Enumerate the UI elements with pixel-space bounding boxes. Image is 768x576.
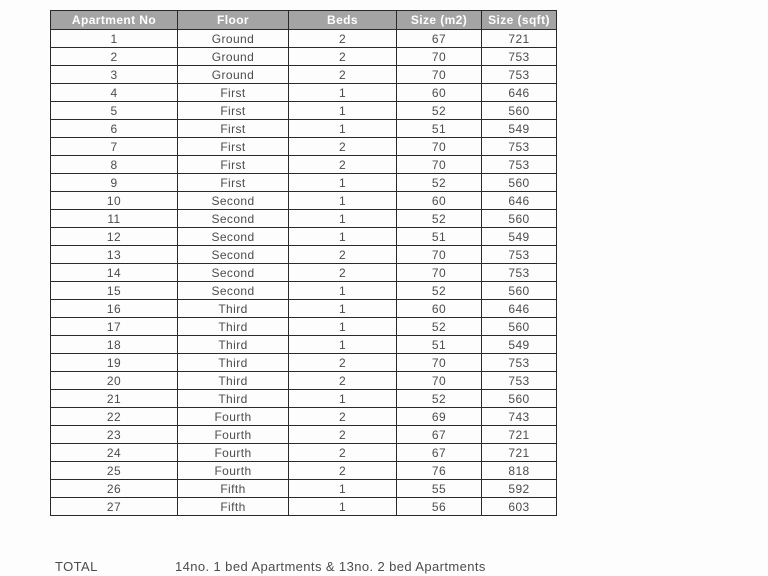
table-cell: First xyxy=(178,138,289,156)
table-cell: 549 xyxy=(482,120,557,138)
table-cell: 2 xyxy=(289,264,397,282)
table-cell: 70 xyxy=(397,138,482,156)
table-header xyxy=(51,11,557,30)
table-cell: 70 xyxy=(397,354,482,372)
table-cell: First xyxy=(178,102,289,120)
table-cell: Fourth xyxy=(178,426,289,444)
total-label: TOTAL xyxy=(55,559,98,574)
table-cell: 560 xyxy=(482,282,557,300)
apartments-table-container xyxy=(50,10,556,516)
table-cell: 1 xyxy=(289,300,397,318)
table-cell: 14 xyxy=(51,264,178,282)
table-row xyxy=(51,372,557,390)
table-cell: 6 xyxy=(51,120,178,138)
table-cell: 721 xyxy=(482,444,557,462)
table-cell: 13 xyxy=(51,246,178,264)
table-cell: Ground xyxy=(178,48,289,66)
table-cell: Second xyxy=(178,246,289,264)
table-cell: 18 xyxy=(51,336,178,354)
table-row xyxy=(51,426,557,444)
table-cell: 1 xyxy=(51,30,178,48)
table-cell: 2 xyxy=(289,408,397,426)
table-cell: 12 xyxy=(51,228,178,246)
table-cell: Fourth xyxy=(178,408,289,426)
table-row xyxy=(51,282,557,300)
table-row xyxy=(51,210,557,228)
table-cell: 4 xyxy=(51,84,178,102)
table-cell: 2 xyxy=(289,462,397,480)
table-row xyxy=(51,228,557,246)
table-cell: 70 xyxy=(397,264,482,282)
table-cell: 22 xyxy=(51,408,178,426)
column-header: Floor xyxy=(178,11,289,30)
table-cell: 70 xyxy=(397,66,482,84)
column-header: Size (sqft) xyxy=(482,11,557,30)
table-cell: First xyxy=(178,174,289,192)
table-cell: Second xyxy=(178,192,289,210)
table-cell: 549 xyxy=(482,228,557,246)
table-row xyxy=(51,120,557,138)
table-row xyxy=(51,192,557,210)
table-row xyxy=(51,498,557,516)
table-cell: 1 xyxy=(289,282,397,300)
table-cell: 2 xyxy=(289,66,397,84)
table-cell: 70 xyxy=(397,156,482,174)
table-cell: 16 xyxy=(51,300,178,318)
table-cell: 1 xyxy=(289,174,397,192)
table-cell: 11 xyxy=(51,210,178,228)
table-header-row xyxy=(51,11,557,30)
table-cell: Fourth xyxy=(178,462,289,480)
column-header: Size (m2) xyxy=(397,11,482,30)
table-cell: Second xyxy=(178,282,289,300)
table-cell: 753 xyxy=(482,66,557,84)
table-body xyxy=(51,30,557,516)
table-cell: 2 xyxy=(289,48,397,66)
table-row xyxy=(51,156,557,174)
table-cell: Second xyxy=(178,264,289,282)
table-cell: 70 xyxy=(397,372,482,390)
table-cell: 23 xyxy=(51,426,178,444)
table-cell: 52 xyxy=(397,210,482,228)
total-summary-text: 14no. 1 bed Apartments & 13no. 2 bed Apartments xyxy=(175,559,486,574)
table-cell: 560 xyxy=(482,102,557,120)
table-row xyxy=(51,354,557,372)
table-row xyxy=(51,462,557,480)
table-cell: 753 xyxy=(482,156,557,174)
table-cell: 52 xyxy=(397,174,482,192)
table-cell: 15 xyxy=(51,282,178,300)
table-row xyxy=(51,84,557,102)
table-cell: 5 xyxy=(51,102,178,120)
table-cell: 25 xyxy=(51,462,178,480)
table-cell: First xyxy=(178,84,289,102)
table-cell: 3 xyxy=(51,66,178,84)
table-row xyxy=(51,174,557,192)
table-cell: 560 xyxy=(482,318,557,336)
table-cell: 51 xyxy=(397,228,482,246)
table-cell: 55 xyxy=(397,480,482,498)
table-cell: 560 xyxy=(482,390,557,408)
table-cell: 2 xyxy=(289,372,397,390)
table-row xyxy=(51,336,557,354)
table-cell: 1 xyxy=(289,228,397,246)
table-cell: 52 xyxy=(397,390,482,408)
table-row xyxy=(51,390,557,408)
table-cell: 753 xyxy=(482,354,557,372)
table-cell: 52 xyxy=(397,318,482,336)
table-cell: 26 xyxy=(51,480,178,498)
table-cell: 2 xyxy=(289,426,397,444)
table-row xyxy=(51,408,557,426)
table-cell: 69 xyxy=(397,408,482,426)
table-cell: 17 xyxy=(51,318,178,336)
table-cell: Second xyxy=(178,228,289,246)
table-cell: 2 xyxy=(289,156,397,174)
column-header: Apartment No xyxy=(51,11,178,30)
table-cell: 27 xyxy=(51,498,178,516)
column-header: Beds xyxy=(289,11,397,30)
table-row xyxy=(51,300,557,318)
table-cell: 24 xyxy=(51,444,178,462)
table-cell: 67 xyxy=(397,426,482,444)
table-cell: 1 xyxy=(289,480,397,498)
table-cell: Second xyxy=(178,210,289,228)
table-cell: 67 xyxy=(397,30,482,48)
table-cell: 743 xyxy=(482,408,557,426)
table-cell: Third xyxy=(178,336,289,354)
table-cell: 721 xyxy=(482,426,557,444)
table-cell: 753 xyxy=(482,246,557,264)
table-cell: 721 xyxy=(482,30,557,48)
table-cell: 2 xyxy=(51,48,178,66)
table-cell: 1 xyxy=(289,336,397,354)
table-row xyxy=(51,480,557,498)
table-cell: 52 xyxy=(397,282,482,300)
total-summary-row xyxy=(0,559,768,575)
table-row xyxy=(51,318,557,336)
table-cell: 592 xyxy=(482,480,557,498)
table-cell: 76 xyxy=(397,462,482,480)
table-cell: 1 xyxy=(289,318,397,336)
table-cell: 52 xyxy=(397,102,482,120)
table-cell: 2 xyxy=(289,138,397,156)
table-cell: 2 xyxy=(289,30,397,48)
table-cell: Third xyxy=(178,318,289,336)
table-cell: 60 xyxy=(397,192,482,210)
table-cell: 1 xyxy=(289,192,397,210)
table-cell: 8 xyxy=(51,156,178,174)
table-cell: 753 xyxy=(482,138,557,156)
table-cell: First xyxy=(178,156,289,174)
table-cell: 2 xyxy=(289,246,397,264)
table-cell: 21 xyxy=(51,390,178,408)
table-cell: Third xyxy=(178,300,289,318)
table-row xyxy=(51,102,557,120)
table-cell: 20 xyxy=(51,372,178,390)
table-cell: 560 xyxy=(482,174,557,192)
table-cell: 1 xyxy=(289,498,397,516)
table-cell: Third xyxy=(178,390,289,408)
table-cell: 56 xyxy=(397,498,482,516)
table-row xyxy=(51,264,557,282)
table-cell: Fifth xyxy=(178,480,289,498)
table-cell: 51 xyxy=(397,336,482,354)
table-cell: 60 xyxy=(397,300,482,318)
table-cell: Fifth xyxy=(178,498,289,516)
table-cell: 60 xyxy=(397,84,482,102)
table-cell: Fourth xyxy=(178,444,289,462)
table-cell: 67 xyxy=(397,444,482,462)
table-cell: 646 xyxy=(482,300,557,318)
table-cell: Ground xyxy=(178,30,289,48)
table-cell: 818 xyxy=(482,462,557,480)
table-cell: 2 xyxy=(289,354,397,372)
table-cell: 1 xyxy=(289,84,397,102)
table-cell: 753 xyxy=(482,48,557,66)
table-cell: First xyxy=(178,120,289,138)
table-cell: 1 xyxy=(289,120,397,138)
table-row xyxy=(51,66,557,84)
table-cell: 753 xyxy=(482,264,557,282)
table-cell: Third xyxy=(178,372,289,390)
table-cell: Ground xyxy=(178,66,289,84)
table-cell: 51 xyxy=(397,120,482,138)
table-cell: 603 xyxy=(482,498,557,516)
table-cell: 549 xyxy=(482,336,557,354)
table-cell: 1 xyxy=(289,102,397,120)
table-cell: 19 xyxy=(51,354,178,372)
table-row xyxy=(51,30,557,48)
table-row xyxy=(51,48,557,66)
table-cell: 7 xyxy=(51,138,178,156)
table-cell: 70 xyxy=(397,48,482,66)
table-cell: Third xyxy=(178,354,289,372)
table-row xyxy=(51,444,557,462)
table-row xyxy=(51,138,557,156)
table-cell: 646 xyxy=(482,84,557,102)
table-cell: 70 xyxy=(397,246,482,264)
table-cell: 2 xyxy=(289,444,397,462)
table-cell: 1 xyxy=(289,390,397,408)
table-cell: 9 xyxy=(51,174,178,192)
table-cell: 560 xyxy=(482,210,557,228)
table-cell: 646 xyxy=(482,192,557,210)
apartments-table xyxy=(50,10,557,516)
table-cell: 1 xyxy=(289,210,397,228)
table-row xyxy=(51,246,557,264)
table-cell: 10 xyxy=(51,192,178,210)
table-cell: 753 xyxy=(482,372,557,390)
